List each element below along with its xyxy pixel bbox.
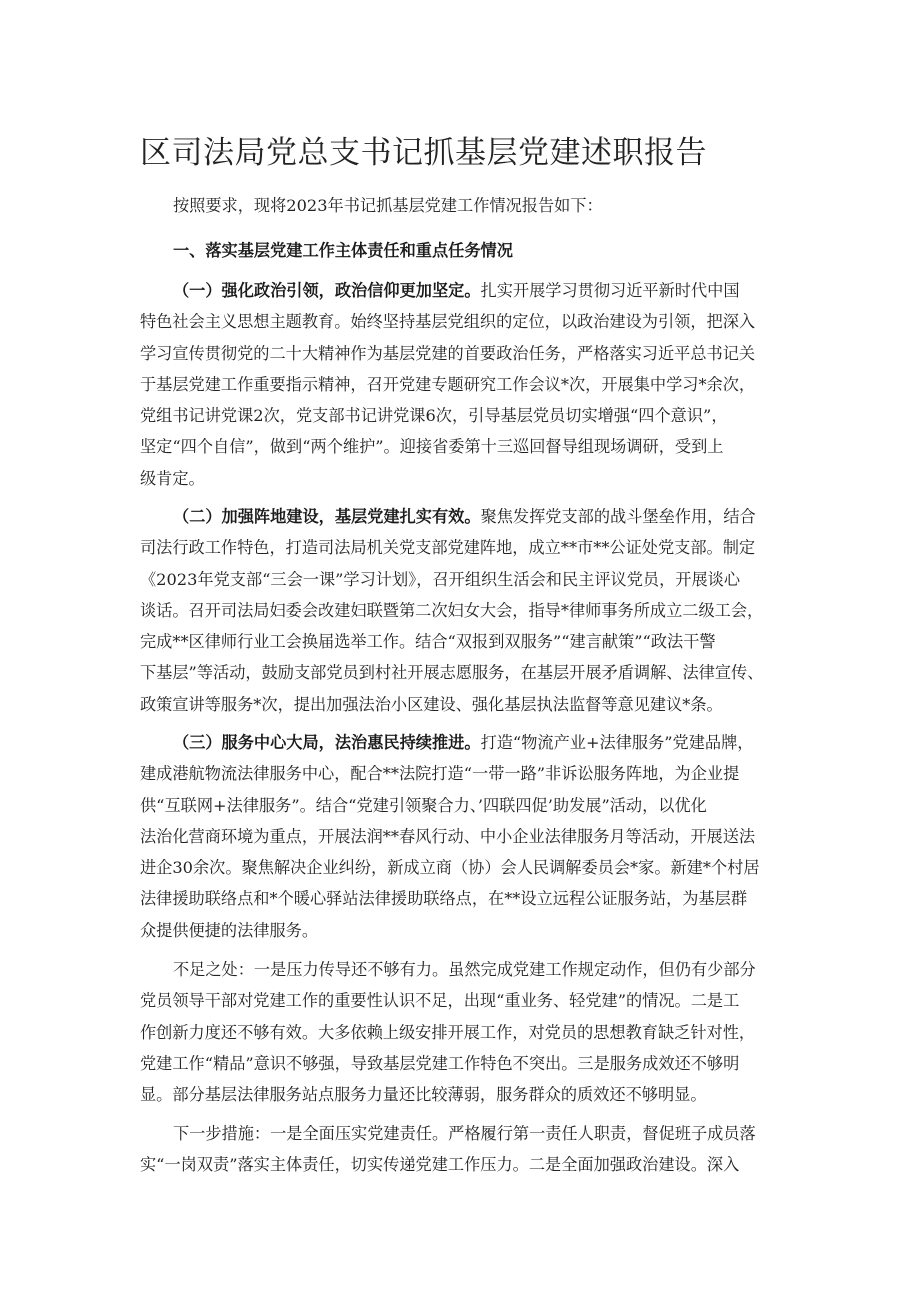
intro-line: 按照要求，现将2023年书记抓基层党建工作情况报告如下： (173, 196, 603, 215)
paragraph-line: 党员领导干部对党建工作的重要性认识不足，出现“重业务、轻党建”的情况。二是工 (140, 991, 740, 1011)
paragraph-line: 下一步措施：一是全面压实党建责任。严格履行第一责任人职责，督促班子成员落 (173, 1124, 756, 1143)
paragraph-line: 完成**区律师行业工会换届选举工作。结合“双报到双服务”“建言献策”“政法干警 (140, 632, 716, 652)
paragraph-lead: （一）强化政治引领，政治信仰更加坚定。 (173, 281, 481, 300)
paragraph-lead: （三）服务中心大局，法治惠民持续推进。 (173, 733, 481, 752)
paragraph-line: 级肯定。 (140, 468, 205, 488)
document-title: 区司法局党总支书记抓基层党建述职报告 (140, 135, 707, 171)
paragraph-line: 坚定“四个自信”，做到“两个维护”。迎接省委第十三巡回督导组现场调研，受到上 (140, 437, 724, 457)
paragraph-line: 法治化营商环境为重点，开展法润**春风行动、中小企业法律服务月等活动，开展送法 (140, 826, 756, 846)
paragraph-line-text: 聚焦发挥党支部的战斗堡垒作用，结合 (480, 507, 756, 526)
paragraph-line: 下基层”等活动，鼓励支部党员到村社开展志愿服务，在基层开展矛盾调解、法律宣传、 (140, 663, 764, 683)
paragraph-line: 显。部分基层法律服务站点服务力量还比较薄弱，服务群众的质效还不够明显。 (140, 1085, 707, 1105)
paragraph-line: 不足之处：一是压力传导还不够有力。虽然完成党建工作规定动作，但仍有少部分 (173, 960, 756, 979)
paragraph-line: 司法行政工作特色，打造司法局机关党支部党建阵地，成立**市**公证处党支部。制定 (140, 538, 756, 558)
intro-paragraph (140, 190, 782, 221)
paragraph-position-building (140, 501, 782, 720)
paragraph-lead: （二）加强阵地建设，基层党建扎实有效。 (173, 507, 481, 526)
paragraph-line: 谈话。召开司法局妇委会改建妇联暨第二次妇女大会，指导*律师事务所成立二级工会， (140, 600, 764, 620)
paragraph-political-guidance (140, 275, 782, 494)
paragraph-line: 党建工作“精品”意识不够强，导致基层党建工作特色不突出。三是服务成效还不够明 (140, 1053, 740, 1073)
paragraph-line: 作创新力度还不够有效。大多依赖上级安排开展工作，对党员的思想教育缺乏针对性， (140, 1022, 756, 1042)
paragraph-line: 政策宣讲等服务*次，提出加强法治小区建设、强化基层执法监督等意见建议*条。 (140, 694, 723, 714)
paragraph-line-text: 打造“物流产业+法律服务”党建品牌， (480, 733, 754, 752)
paragraph-shortcomings (140, 954, 782, 1110)
paragraph-line-text: 扎实开展学习贯彻习近平新时代中国 (480, 281, 740, 300)
paragraph-line (140, 275, 782, 306)
paragraph-line: 《2023年党支部“三会一课”学习计划》，召开组织生活会和民主评议党员，开展谈心 (140, 569, 741, 589)
paragraph-line: 于基层党建工作重要指示精神，召开党建专题研究工作会议*次，开展集中学习*余次， (140, 374, 756, 394)
paragraph-line: 党组书记讲党课2次，党支部书记讲党课6次，引导基层党员切实增强“四个意识”， (140, 406, 728, 426)
paragraph-line: 进企30余次。聚焦解决企业纠纷，新成立商（协）会人民调解委员会*家。新建*个村居 (140, 858, 760, 878)
paragraph-line: 众提供便捷的法律服务。 (140, 920, 319, 940)
paragraph-line (140, 501, 782, 532)
paragraph-line: 建成港航物流法律服务中心，配合**法院打造“一带一路”非诉讼服务阵地，为企业提 (140, 764, 740, 784)
paragraph-line: 特色社会主义思想主题教育。始终坚持基层党组织的定位，以政治建设为引领，把深入 (140, 312, 756, 332)
paragraph-line: 法律援助联络点和*个暖心驿站法律援助联络点，在**设立远程公证服务站，为基层群 (140, 889, 748, 909)
paragraph-line: 学习宣传贯彻党的二十大精神作为基层党建的首要政治任务，严格落实习近平总书记关 (140, 343, 756, 363)
paragraph-line (140, 727, 782, 758)
paragraph-line: 供“互联网+法律服务”。结合“党建引领聚合力、’四联四促’助发展”活动，以优化 (140, 795, 707, 815)
paragraph-next-steps (140, 1118, 782, 1181)
paragraph-line: 实“一岗双责”落实主体责任，切实传递党建工作压力。二是全面加强政治建设。深入 (140, 1155, 740, 1175)
paragraph-serve-center (140, 727, 782, 946)
section-heading-1: 一、落实基层党建工作主体责任和重点任务情况 (173, 241, 513, 260)
